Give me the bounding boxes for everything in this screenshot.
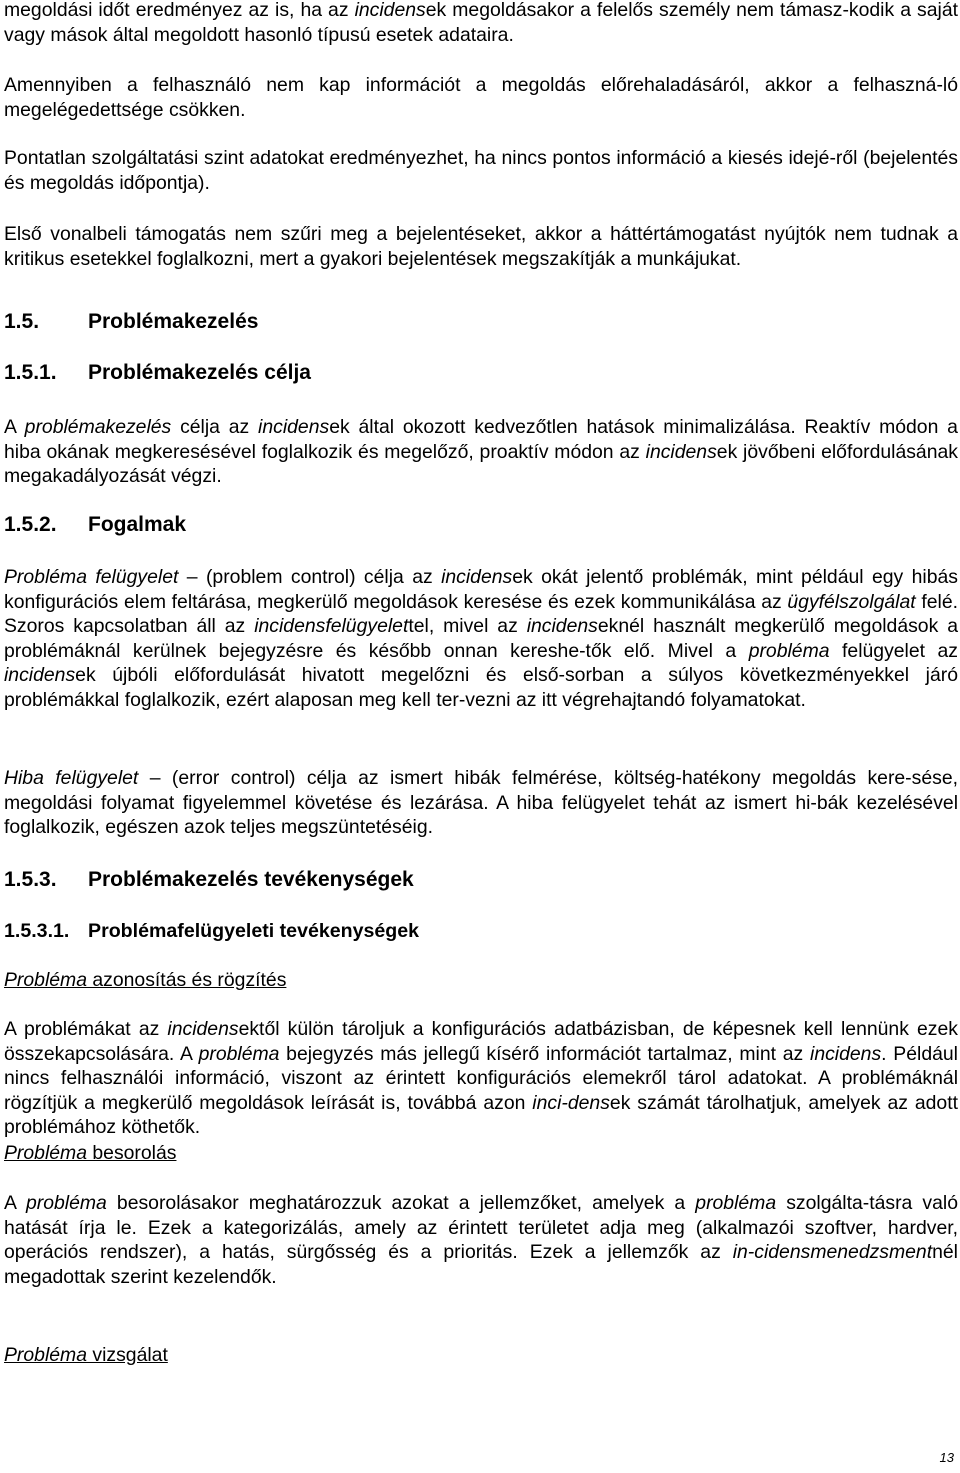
text-run-italic: incidens [354,0,426,21]
heading-title: Problémakezelés célja [88,361,311,384]
paragraph-amennyiben: Amennyiben a felhasználó nem kap információt a megoldás előrehaladásáról, akkor a felhaszná-ló megelégedettsége csökken. [4,74,958,121]
heading-title: Problémakezelés tevékenységek [88,868,414,891]
paragraph-continuation [4,0,958,47]
paragraph-besorolas: A probléma besorolásakor meghatározzuk azokat a jellemzőket, amelyek a probléma szolgálta-tásra való hatását írja le. Ezek a kategorizálás, amely az érintett területet adja meg (alkalmazói szoftver, hardver, operációs rendszer), a hatás, sürgősség és a prioritás. Ezek a jellemzők az in-cidensmenedzsmentnél megadottak szerint kezelendők. [4,1192,958,1288]
subheading-problema-besorolas: Probléma besorolás [4,1142,177,1164]
heading-1-5-1 [4,360,311,386]
heading-1-5 [4,309,258,335]
page-number: 13 [939,1450,954,1465]
heading-1-5-2 [4,512,186,538]
paragraph-problema-felugyelet: Probléma felügyelet – (problem control) célja az incidensek okát jelentő problémák, mint például egy hibás konfigurációs elem feltárása, megkerülő megoldások keresése és ezek kommunikálása az ügyfélszolgálat felé. Szoros kapcsolatban áll az incidensfelügyelettel, mivel az incidenseknél használt megkerülő megoldások a problémáknál kerülnek bejegyzésre és később onnan kereshe-tők elő. Mivel a probléma felügyelet az incidensek újbóli előfordulását hivatott megelőzni és első-sorban a súlyos következményekkel járó problémákkal foglalkozik, ezért alaposan meg kell ter-vezni az itt végrehajtandó folyamatokat. [4,566,959,711]
heading-1-5-3 [4,867,414,893]
text-run: megoldási időt eredményez az is, ha az [4,0,355,21]
heading-number: 1.5.3.1. [4,920,70,942]
heading-title: Problémafelügyeleti tevékenységek [88,920,420,942]
paragraph-problemakezeles-celja: A problémakezelés célja az incidensek által okozott kedvezőtlen hatások minimalizálása. Reaktív módon a hiba okának megkeresésével foglalkozik és megelőző, proaktív módon az incidensek jövőbeni előfordulásának megakadályozását végzi. [4,416,958,487]
subheading-problema-vizsgalat: Probléma vizsgálat [4,1344,168,1366]
paragraph-elso-vonalbeli: Első vonalbeli támogatás nem szűri meg a bejelentéseket, akkor a háttértámogatást nyújtók nem tudnak a kritikus esetekkel foglalkozni, mert a gyakori bejelentések megszakítják a munkájukat. [4,223,958,270]
heading-number: 1.5.1. [4,361,57,384]
paragraph-pontatlan: Pontatlan szolgáltatási szint adatokat eredményezhet, ha nincs pontos információ a kiesés idejé-ről (bejelentés és megoldás időpontja). [4,147,958,194]
text-run: ek megoldásakor a felelős személy nem támasz-kodik a saját vagy mások által megoldott hasonló típusú esetek adataira. [4,0,958,46]
heading-title: Fogalmak [88,513,187,536]
paragraph-azonositas: A problémákat az incidensektől külön tároljuk a konfigurációs adatbázisban, de képesnek kell lennünk ezek összekapcsolására. A probléma bejegyzés más jellegű kísérő információt tartalmaz, mint az incidens. Például nincs felhasználói információ, viszont az érintett konfigurációs elemekről tárol adatokat. A problémáknál rögzítjük a megkerülő megoldások leírását is, továbbá azon inci-densek számát tárolhatjuk, amelyek az adott problémához köthetők. [4,1018,958,1138]
heading-title: Problémakezelés [88,310,259,333]
paragraph-hiba-felugyelet: Hiba felügyelet – (error control) célja az ismert hibák felmérése, költség-hatékony megoldás kere-sése, megoldási folyamat figyelemmel követése és lezárása. A hiba felügyelet tehát az ismert hi-bák kezelésével foglalkozik, egészen azok teljes megszüntetéséig. [4,767,958,838]
heading-number: 1.5.3. [4,868,57,891]
heading-number: 1.5.2. [4,513,57,536]
heading-number: 1.5. [4,310,40,333]
heading-1-5-3-1 [4,918,419,944]
subheading-problema-azonositas: Probléma azonosítás és rögzítés [4,969,287,991]
